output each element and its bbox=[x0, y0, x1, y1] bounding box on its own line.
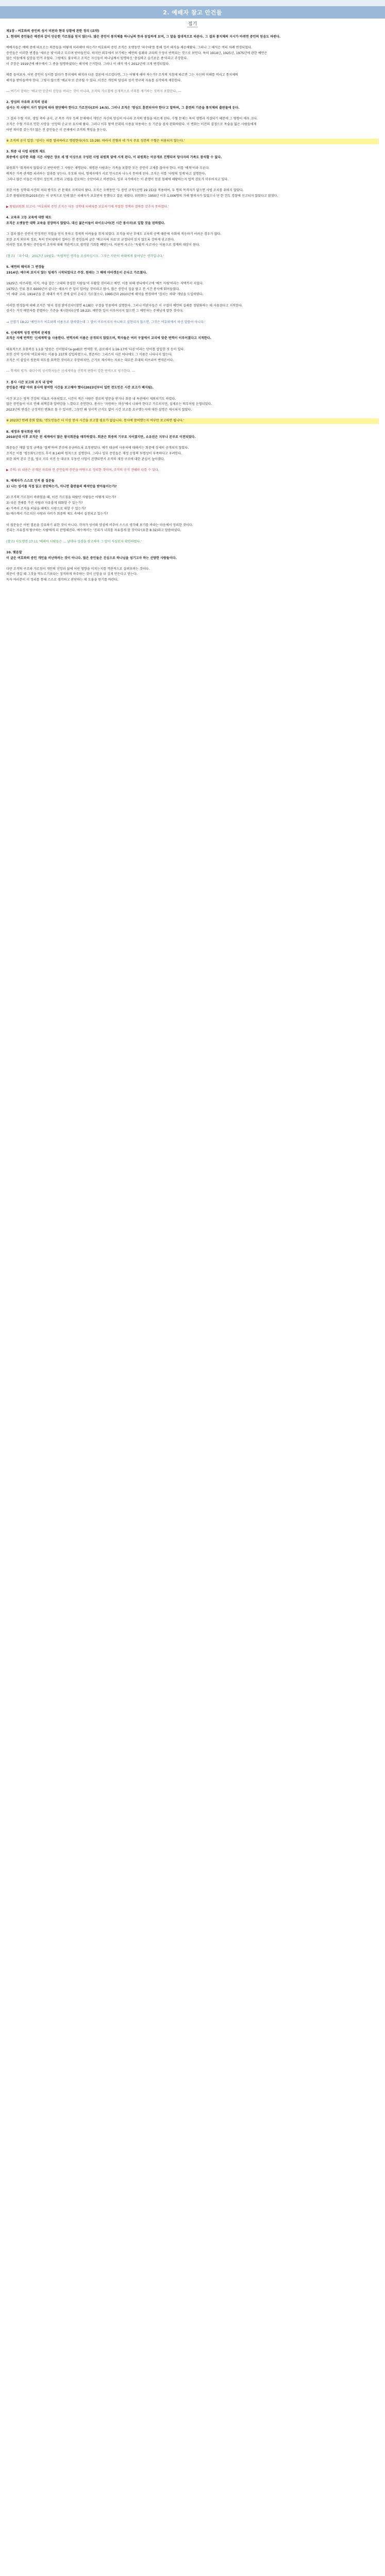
text-line: 1. 현대의 증인들은 예전과 같이 단순한 가르침을 믿지 않는다. 많은 증인이 통치체를 하나님의 뜻과 동일하게 보며, 그 말을 절대적으로 따른다. 그 결과 통치체의 지시가 바뀌면 증인의 믿음도 바뀐다. bbox=[6, 35, 281, 39]
text-line: 2023년의 변경은 긍정적인 변화로 볼 수 있지만, 그동안 왜 성서적 근거도 없이 시간 보고를 요구했는지에 대한 설명은 제시되지 않았다. bbox=[6, 408, 192, 412]
text-line: 1925년: 아브라함, 이삭, 야곱 같은 '고대의 충실한 사람들'이 부활할 것이라고 예언. 이를 위해 샌디에이고에 '베트 사림'이라는 저택까지 지었다. bbox=[6, 281, 204, 285]
paragraph bbox=[6, 523, 379, 534]
paragraph bbox=[6, 320, 379, 326]
paragraph bbox=[6, 166, 379, 182]
paragraph bbox=[6, 29, 379, 40]
paragraph bbox=[6, 149, 379, 160]
text-line: 제1장 - 여호와의 증인의 성서 비판과 현대 상황에 관한 정리 (요약) bbox=[6, 29, 99, 33]
text-line: 많은 이들에게 실망을 안겨 주었다. 그럼에도 불구하고 조직은 자신들이 하나님께서 임명하신 '충실하고 슬기로운 종'이라고 주장한다. bbox=[6, 57, 188, 61]
text-line: 4. 교육과 고등 교육에 대한 태도 bbox=[6, 216, 52, 220]
text-line: 회중들은 매달 일정 금액을 '결의'하여 본부에 송금하도록 요청받았다. 매각 대금의 사용처에 대해서는 회중에 상세히 공개되지 않았다. bbox=[6, 446, 189, 450]
text-line: 독자 여러분이 이 정리를 통해 스스로 생각하고 판단하는 데 도움을 얻기를 바란다. bbox=[6, 578, 119, 582]
paragraph bbox=[6, 397, 379, 413]
paragraph bbox=[6, 479, 379, 489]
paragraph bbox=[6, 468, 379, 473]
text-line: 시간 보고는 영적 건강의 지표로 사용되었고, 시간이 적은 사람은 장로의 방문을 받거나 회중 내 특권에서 제외되기도 하였다. bbox=[6, 397, 176, 401]
text-line: 6. 신세계역 성경 번역의 문제점 bbox=[6, 331, 51, 335]
text-line: 성서는 거짓 예언자를 분별하는 기준을 제시한다(신명 18:22). 예언한 일이 이루어지지 않으면 그 예언자는 주제넘게 말한 것이다. bbox=[6, 309, 183, 313]
text-line: 진리는 자유롭게 탐구하는 사람에게 더 분명해진다. 예수께서는 '진리가 너희를 자유롭게 할 것이다'(요한 8:32)라고 말씀하셨다. bbox=[6, 529, 181, 533]
paragraph bbox=[6, 232, 379, 248]
collapse-toggle-label[interactable]: 접기 bbox=[187, 20, 198, 27]
text-line: 2010년대 이후 조직은 전 세계에서 많은 왕국회관을 매각하였다. 회관은 회중의 기부로 지어졌지만, 소유권은 지부나 본부로 이전되었다. bbox=[6, 435, 196, 439]
paragraph bbox=[6, 45, 379, 67]
text-line: 7. 봉사 시간 보고와 조직 내 압박 bbox=[6, 380, 53, 384]
text-line: 5. 예언의 해석과 그 변경들 bbox=[6, 265, 44, 269]
text-line: (참고) 사도행전 17:11 '베뢰아 사람들은 … 날마다 성경을 상고하여 그 말이 사실인지 확인하였다.' bbox=[6, 539, 142, 544]
text-line: 이 주장은 1919년에 예수께서 그 종을 임명하셨다는 해석에 근거한다. 그러나 이 해석 역시 2012년에 크게 변경되었다. bbox=[6, 62, 170, 66]
text-line: 조직은 오랫동안 대학 교육을 권장하지 않았다. 대신 젊은이들이 파이오니아(전 시간 봉사자)로 일할 것을 권하였다. bbox=[6, 221, 165, 225]
text-line: 대표적으로 요한복음 1:1을 '말씀은 신이었다'(a god)로 번역한 것, 골로새서 1:16-17에 '다른'이라는 단어를 삽입한 것 등이 있다. bbox=[6, 347, 185, 351]
text-line: 조직은 자체 번역인 '신세계역'을 사용한다. 번역자의 이름은 공개되지 않았으며, 학자들은 여러 구절에서 교리에 맞춘 번역이 이루어졌다고 지적한다. bbox=[6, 336, 211, 341]
text-line: ▶ 주의: 위 내용은 공개된 자료와 전 증인들의 증언을 바탕으로 정리한 것이며, 조직의 공식 견해와 다를 수 있다. bbox=[6, 468, 159, 472]
section-title: 2. 예배자 참고 안건들 bbox=[0, 6, 385, 19]
paragraph bbox=[6, 380, 379, 391]
text-line: 3) 다른 견해를 가진 사람과 자유롭게 대화할 수 있는가? bbox=[6, 501, 83, 505]
text-line: 또한 신약 성서에 '여호와'라는 이름을 237회 삽입하였으나, 현존하는 그리스어 사본 어디에도 그 이름은 나타나지 않는다. bbox=[6, 353, 173, 357]
text-line: 이 질문들은 어떤 결론을 강요하기 위한 것이 아니다. 각자가 성서와 양심에 비추어 스스로 생각해 보기를 바라는 마음에서 정리한 것이다. bbox=[6, 523, 193, 527]
text-line: 또한 아동 성학대 사건의 처리 방식도 큰 문제로 지적되어 왔다. 조직은 오랫동안 '두 증인 규칙'(신명 19:15)을 적용하여, 두 명의 목격자가 없으면 사법 조치를 취하지 않았다. bbox=[6, 188, 244, 192]
text-line: 증인들은 이러한 변경을 '새로운 빛'이라고 부르며 받아들인다. 하지만 외부에서 보기에는 예언의 실패와 교리의 수정이 반복되는 것으로 보인다. 특히 1914년, 1925년, 1975년에 관한 예언은 bbox=[6, 51, 267, 55]
text-line: 2) 조직의 가르침이 바뀌었을 때, 이전 가르침을 따랐던 사람들은 어떻게 되는가? bbox=[6, 496, 116, 500]
paragraph bbox=[6, 446, 379, 462]
text-line: ※ 조직의 공식 입장: '성서는 피를 멀리하라고 명령한다(사도 15:29). 따라서 전혈과 네 가지 주요 성분의 수혈은 허용되지 않는다.' bbox=[6, 139, 185, 143]
text-line: ※ 2023년 연례 총회 발표: '전도인들은 더 이상 봉사 시간을 보고할 필요가 없습니다. 봉사에 참여했는지 여부만 보고하면 됩니다.' bbox=[6, 419, 185, 423]
paragraph bbox=[6, 73, 379, 83]
text-line: --- 학계의 평가: 대다수의 성서학자들은 신세계역을 신학적 편향이 강한 번역으로 평가한다. --- bbox=[6, 369, 136, 374]
paragraph bbox=[6, 116, 379, 133]
paragraph bbox=[6, 265, 379, 276]
paragraph bbox=[6, 418, 379, 424]
paragraph bbox=[6, 331, 379, 342]
text-line: 그러나 많은 이들은 이것이 정신적 고통과 고립을 강요하는 수단이라고 비판한다. 일부 국가에서는 이 관행이 인권 침해에 해당하는지 법적 검토가 이루어지고 있다. bbox=[6, 177, 229, 181]
text-line: 이러한 변경들에 대해 조직은 '빛이 점점 밝아진다'(잠언 4:18)는 구절을 인용하여 설명한다. 그러나 비판자들은 이 구절이 예언의 실패를 정당화하는 데 사용된다고 지적한다. bbox=[6, 303, 243, 308]
paragraph bbox=[6, 430, 379, 440]
text-line: (참고) 「파수대」 2017년 10월호: '독립적인 생각을 조심하십시오. 그것은 사탄이 하와에게 불어넣은 생각입니다.' bbox=[6, 254, 164, 258]
text-line: 4) 가족이 조직을 떠났을 때에도 사랑으로 대할 수 있는가? bbox=[6, 506, 86, 511]
text-line: 의문이 생길 때 그것을 억누르기보다는 정직하게 마주하는 것이 신앙을 더 깊게 만든다고 믿는다. bbox=[6, 572, 138, 577]
text-line: 많은 증인들이 이로 인해 죄책감과 압박감을 느꼈다고 증언한다. 봉사는 '자원하는 마음'에서 나와야 한다고 가르치지만, 실제로는 의무처럼 운영되었다. bbox=[6, 402, 212, 406]
text-line: 9. 예배자가 스스로 던져 볼 질문들 bbox=[6, 479, 55, 483]
text-line: 이러한 정보 통제는 증인들이 조직에 대해 객관적으로 생각할 기회를 빼앗는다. 비판적 사고는 '독립적 사고'라는 이름으로 경계의 대상이 된다. bbox=[6, 243, 200, 247]
text-line: --- 여기서 말하는 '배교'란 단순히 신앙을 버리는 것이 아니라, 조직의 가르침에 공개적으로 이의를 제기하는 것까지 포함한다. --- bbox=[6, 90, 181, 94]
paragraph bbox=[6, 139, 379, 144]
text-line: 5) 예수께서 가르치신 사랑과 자비가 회중의 제도 속에서 실천되고 있는가? bbox=[6, 512, 108, 516]
text-line: 예를 들어보자. 어떤 증인이 성서를 읽다가 통치체의 해석과 다른 결론에 이르렀다면, 그는 어떻게 해야 하는가? 조직의 지침에 따르면 그는 자신의 이해를 버리고 통치체의 bbox=[6, 73, 239, 77]
paragraph bbox=[6, 100, 379, 111]
text-line: 어떤 의미를 갖는가? 많은 전 증인들은 이 문제에서 조직의 책임을 묻는다. bbox=[6, 128, 107, 132]
paragraph bbox=[6, 89, 379, 95]
text-line: 조직은 이를 '평등화'(고린도 후서 8:14)의 원칙으로 설명한다. 그러나 일부 증인들은 재정 운영의 투명성이 부족하다고 우려한다. bbox=[6, 452, 182, 456]
text-line: 1975년: 인류 창조 6000년이 끝나는 해로서 큰 일이 일어날 것이라고 암시. 많은 증인이 집을 팔고 전 시간 봉사에 뛰어들었다. bbox=[6, 287, 180, 291]
text-line: 그 결과 많은 증인이 안정적인 직업을 얻지 못하고 경제적 어려움을 겪게 되었다. 조직을 떠난 후에도 교육의 공백 때문에 사회에 적응하기 어려운 경우가 많다. bbox=[6, 232, 222, 236]
paragraph bbox=[6, 215, 379, 226]
paragraph bbox=[6, 347, 379, 364]
paragraph bbox=[6, 254, 379, 260]
text-line: 또한 조직 외부의 정보, 특히 인터넷에서 접하는 전 증인들의 글은 '배교자의 자료'로 규정되어 읽지 않도록 강하게 권고된다. bbox=[6, 238, 175, 242]
text-line: 성서는 각 사람이 자기 양심에 따라 판단해야 한다고 가르친다(로마 14:5). 그러나 조직은 '양심도 훈련되어야 한다'고 말하며, 그 훈련의 기준을 통치체의 출판물에 둔다. bbox=[6, 106, 240, 110]
text-line: 예배자들은 예배 중에 떠오르는 의문들을 어떻게 처리해야 하는가? 여호와의 증인 조직은 오랫동안 '파수대'를 통해 성서 해석을 제공해왔다. 그러나 그 해석은 여러 차례 변경되었다. bbox=[6, 45, 252, 49]
text-line: 배척은 가족 관계를 파괴하는 결과를 낳는다. 부모와 자녀, 형제자매가 서로 인사조차 나누지 못하게 된다. 조직은 이를 '사랑의 징계'라고 설명한다. bbox=[6, 172, 206, 176]
paragraph bbox=[6, 550, 379, 561]
text-line: 조직은 수혈 거부로 인한 사망을 '신앙의 순교'로 묘사해 왔다. 그러나 이후 혈액 분획의 사용을 허용하는 등 기준을 점차 완화하였다. 이 변화는 이전의 결정으로 목숨을 잃은 사람들에게 bbox=[6, 123, 257, 127]
text-line: 또한 워릭 본부 건설, 영국 지부 이전 등 대규모 부동산 사업이 진행되면서 조직의 재정 구조에 대한 관심이 높아졌다. bbox=[6, 457, 165, 461]
paragraph bbox=[6, 567, 379, 583]
text-line: 이 글은 여호와의 증인 개인을 비난하려는 것이 아니다. 많은 증인들은 진심으로 하나님을 섬기고자 하는 선량한 사람들이다. bbox=[6, 556, 177, 560]
paragraph bbox=[6, 281, 379, 298]
text-line: 그 결과 수혈 거부, 생일 축하 금지, 군 복무 거부 등의 문제에서 개인은 자신의 양심이 아니라 조직의 방침을 따르게 된다. 수혈 문제는 특히 생명과 직결되기 때문에 그 영향이 매우 크다. bbox=[6, 117, 258, 121]
text-line: 증인들은 매달 야외 봉사에 참여한 시간을 보고해야 했다(2023년부터 일반 전도인은 시간 보고가 폐지됨). bbox=[6, 386, 154, 390]
text-line: 8. 재정과 왕국회관 매각 bbox=[6, 430, 40, 434]
text-line: 다만 조직의 구조와 가르침이 개인의 신앙과 삶에 어떤 영향을 미치는지를 객관적으로 살펴보려는 것이다. bbox=[6, 567, 150, 571]
paragraph bbox=[6, 539, 379, 545]
top-bar bbox=[0, 0, 385, 6]
article-body bbox=[6, 29, 379, 2576]
paragraph bbox=[6, 188, 379, 199]
text-line: 위원회가 '회개하지 않았다'고 판단하면 그 사람은 제명된다. 제명된 사람과는 가족을 포함한 모든 증인이 교제를 끊어야 한다. 이를 '배척'이라 부른다. bbox=[6, 166, 210, 171]
text-line: 회중에서 심각한 죄를 지은 사람은 장로 세 명 이상으로 구성된 사법 위원회 앞에 서게 된다. 이 위원회는 비공개로 진행되며 당사자의 가족도 참석할 수 없다. bbox=[6, 155, 222, 159]
text-line: → 신명기 18:22 '예언자가 여호와의 이름으로 말하였는데 그 말이 이루어지지 아니하고 실현되지 않으면, 그것은 여호와께서 하신 말씀이 아니다.' bbox=[6, 320, 206, 324]
paragraph bbox=[6, 303, 379, 314]
text-line: 해석을 받아들여야 한다. 그렇지 않으면 '배교자'로 간주될 수 있다. 이것은 개인의 양심과 성서 연구의 자유를 심각하게 제한한다. bbox=[6, 78, 182, 82]
text-line: '이 세대' 교리: 1914년을 본 세대가 죽기 전에 끝이 온다고 가르쳤으나, 1995년과 2010년에 해석을 변경하여 '겹치는 세대' 개념을 도입하였다. bbox=[6, 293, 204, 297]
collapse-toggle[interactable] bbox=[0, 19, 385, 29]
text-line: 2. 양심의 자유와 조직의 권위 bbox=[6, 100, 47, 105]
text-line: 1914년: 예수의 보이지 않는 임재가 시작되었다고 주장. 원래는 그 해에 아마겟돈이 온다고 가르쳤다. bbox=[6, 270, 147, 275]
text-line: 10. 맺음말 bbox=[6, 550, 22, 554]
paragraph bbox=[6, 205, 379, 210]
text-line: 3. 회중 내 사법 위원회 제도 bbox=[6, 150, 46, 154]
text-line: 호주 왕립위원회(2015년)는 이 규칙으로 인해 많은 피해자가 보호받지 못했다고 결론 내렸다. 위원회는 1950년 이후 1,006명의 가해 혐의자가 있었으나 단 한 건도 경찰에 신고되지 않았다고 밝혔다. bbox=[6, 194, 278, 198]
paragraph bbox=[6, 369, 379, 375]
paragraph bbox=[6, 495, 379, 517]
text-line: ▶ 왕립위원회 보고서: '여호와의 증인 조직은 아동 성학대 피해자를 보호하기에 적절한 정책과 절차를 갖추지 못하였다.' bbox=[6, 205, 169, 209]
text-line: 조직은 이 삽입이 원문의 의도를 회복한 것이라고 주장하지만, 근거로 제시하는 자료는 대부분 후대의 히브리어 번역본이다. bbox=[6, 359, 174, 363]
text-line: 1) 나는 성서를 직접 읽고 판단하는가, 아니면 출판물의 해석만을 받아들이는가? bbox=[6, 485, 117, 489]
